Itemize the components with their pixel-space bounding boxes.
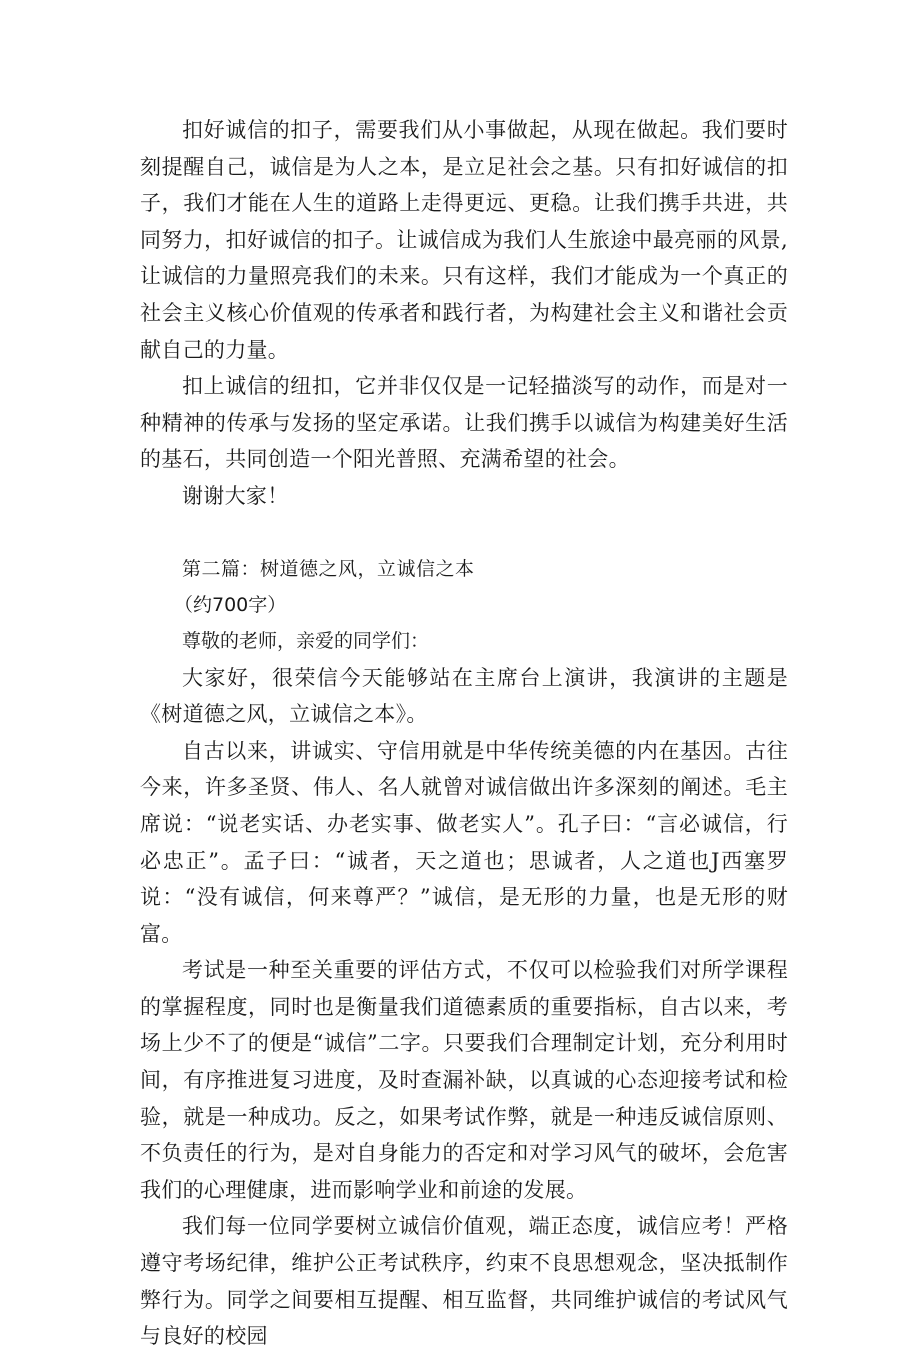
text-column: [140, 112, 788, 1355]
paragraph-integrity-commitment: 扣上诚信的纽扣，它并非仅仅是一记轻描淡写的动作，而是对一种精神的传承与发扬的坚定承诺。让我们携手以诚信为构建美好生活的基石，共同创造一个阳光普照、充满希望的社会。: [140, 374, 788, 472]
paragraph-integrity-buttons: 扣好诚信的扣子，需要我们从小事做起，从现在做起。我们要时刻提醒自己，诚信是为人之本，是立足社会之基。只有扣好诚信的扣子，我们才能在人生的道路上走得更远、更稳。让我们携手共进，共同努力，扣好诚信的扣子。让诚信成为我们人生旅途中最亮丽的风景,让诚信的力量照亮我们的未来。只有这样，我们才能成为一个真正的社会主义核心价值观的传承者和践行者，为构建社会主义和谐社会贡献自己的力量。: [140, 118, 788, 362]
paragraph-call-to-action: 我们每一位同学要树立诚信价值观，端正态度，诚信应考！严格遵守考场纪律，维护公正考试秩序，约束不良思想观念，坚决抵制作弊行为。同学之间要相互提醒、相互监督，共同维护诚信的考试风气与良好的校园: [140, 1214, 788, 1349]
word-count-note: （约700字）: [174, 593, 287, 616]
salutation: 尊敬的老师，亲爱的同学们：: [182, 629, 430, 652]
paragraph-exams: 考试是一种至关重要的评估方式，不仅可以检验我们对所学课程的掌握程度，同时也是衡量我们道德素质的重要指标，自古以来，考场上少不了的便是“诚信”二字。只要我们合理制定计划，充分利用时间，有序推进复习进度，及时查漏补缺，以真诚的心态迎接考试和检验，就是一种成功。反之，如果考试作弊，就是一种违反诚信原则、不负责任的行为，是对自身能力的否定和对学习风气的破坏，会危害我们的心理健康，进而影响学业和前途的发展。: [140, 958, 788, 1202]
section-heading: 第二篇：树道德之风，立诚信之本: [182, 557, 475, 580]
paragraph-tradition: 自古以来，讲诚实、守信用就是中华传统美德的内在基因。古往今来，许多圣贤、伟人、名人就曾对诚信做出许多深刻的阐述。毛主席说：“说老实话、办老实事、做老实人”。孔子曰：“言必诚信，行必忠正”。孟子曰：“诚者，天之道也；思诚者，人之道也J西塞罗说：“没有诚信，何来尊严？”诚信，是无形的力量，也是无形的财富。: [140, 738, 788, 946]
paragraph-greeting: 大家好，很荣信今天能够站在主席台上演讲，我演讲的主题是《树道德之风，立诚信之本》。: [140, 665, 788, 727]
closing-thanks: 谢谢大家！: [182, 483, 289, 508]
